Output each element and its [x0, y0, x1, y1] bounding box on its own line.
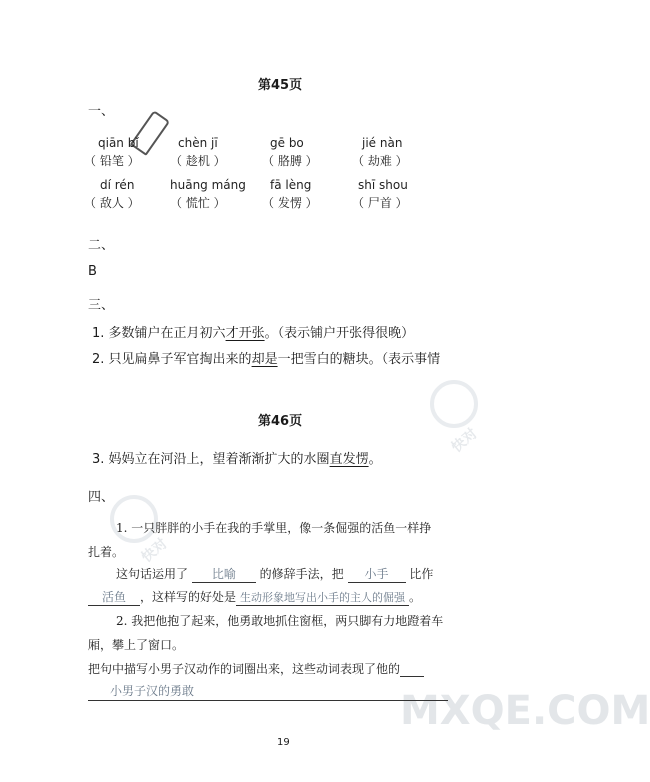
sentence-2 — [92, 348, 440, 367]
sentence-2-number: 2. — [92, 352, 105, 367]
q2-answer: 小男子汉的勇敢 — [110, 684, 195, 698]
answer-2-1: （ 敌人 ） — [84, 196, 140, 210]
sentence-3-underlined: 直发愣 — [329, 452, 369, 467]
answer-1-1: （ 铅笔 ） — [84, 154, 140, 168]
sentence-3-number: 3. — [92, 452, 105, 467]
pinyin-1-4: jié nàn — [362, 136, 403, 150]
page-title-45: 第45页 — [258, 78, 303, 93]
sentence-1-post: 。（表示铺户开张得很晚） — [264, 326, 415, 341]
sentence-2-underlined: 却是 — [251, 352, 278, 367]
sentence-3-post: 。 — [368, 452, 382, 467]
q1-blank-object: 活鱼 — [88, 588, 140, 606]
answer-2-2: （ 慌忙 ） — [170, 196, 226, 210]
section-four-label: 四、 — [88, 490, 115, 505]
pinyin-2-3: fā lèng — [270, 178, 312, 192]
sentence-3 — [92, 448, 382, 467]
sentence-1-pre: 多数铺户在正月初六 — [108, 326, 226, 341]
q1-fill-line1 — [116, 565, 433, 583]
section-one-label: 一、 — [88, 104, 115, 119]
q1-line2: 扎着。 — [88, 545, 125, 559]
answer-1-4: （ 劫难 ） — [352, 154, 408, 168]
q1-fill-b: 的修辞手法，把 — [259, 567, 344, 581]
sentence-1-number: 1. — [92, 326, 105, 341]
watermark-corner: MXQE.COM — [400, 688, 650, 734]
answer-1-2: （ 趁机 ） — [170, 154, 226, 168]
q1-fill-a: 这句话运用了 — [116, 567, 189, 581]
watermark-text-2: 快对 — [138, 535, 171, 566]
q1-fill-c: 比作 — [409, 567, 434, 581]
page-number: 19 — [277, 737, 290, 748]
section-two-label: 二、 — [88, 238, 115, 253]
q2-answer-line — [88, 682, 448, 701]
answer-2-4: （ 尸首 ） — [352, 196, 408, 210]
sentence-2-post: 一把雪白的糖块。（表示事情 — [277, 352, 441, 367]
answer-b: B — [88, 264, 97, 279]
answer-2-3: （ 发愣 ） — [262, 196, 318, 210]
pinyin-1-2: chèn jī — [178, 136, 218, 150]
sentence-3-pre: 妈妈立在河沿上，望着渐渐扩大的水圈 — [108, 452, 330, 467]
q2-blank-tail — [400, 662, 424, 677]
q2-line1: 2. 我把他抱了起来，他勇敢地抓住窗框，两只脚有力地蹬着车 — [116, 614, 444, 628]
watermark-circle — [430, 380, 478, 428]
pinyin-2-1: dí rén — [100, 178, 135, 192]
q1-fill-line2 — [88, 588, 421, 606]
pinyin-1-3: gē bo — [270, 136, 304, 150]
pinyin-1-1: qiān bǐ — [98, 136, 139, 150]
sentence-2-pre: 只见扁鼻子军官掏出来的 — [108, 352, 252, 367]
sentence-1-underlined: 才开张 — [225, 326, 265, 341]
section-three-label: 三、 — [88, 298, 115, 313]
q2-line2: 厢，攀上了窗口。 — [88, 638, 185, 652]
pinyin-2-4: shī shou — [358, 178, 408, 192]
q1-blank-subject: 小手 — [348, 565, 406, 583]
q2-prompt: 把句中描写小男子汉动作的词圈出来，这些动词表现了他的 — [88, 662, 401, 676]
answer-1-3: （ 胳膊 ） — [262, 154, 318, 168]
pinyin-2-2: huāng máng — [170, 178, 246, 192]
q1-blank-rhetoric: 比喻 — [192, 565, 256, 583]
q1-line1: 1. 一只胖胖的小手在我的手掌里，像一条倔强的活鱼一样挣 — [116, 521, 432, 535]
sentence-1 — [92, 322, 414, 341]
watermark-text: 快对 — [448, 425, 481, 456]
q1-blank-benefit: 生动形象地写出小手的主人的倔强 — [236, 589, 409, 606]
q2-line3 — [88, 660, 424, 677]
q1-fill-d: ，这样写的好处是 — [140, 590, 237, 604]
page-title-46: 第46页 — [258, 414, 303, 429]
q1-fill-e: 。 — [409, 590, 422, 604]
